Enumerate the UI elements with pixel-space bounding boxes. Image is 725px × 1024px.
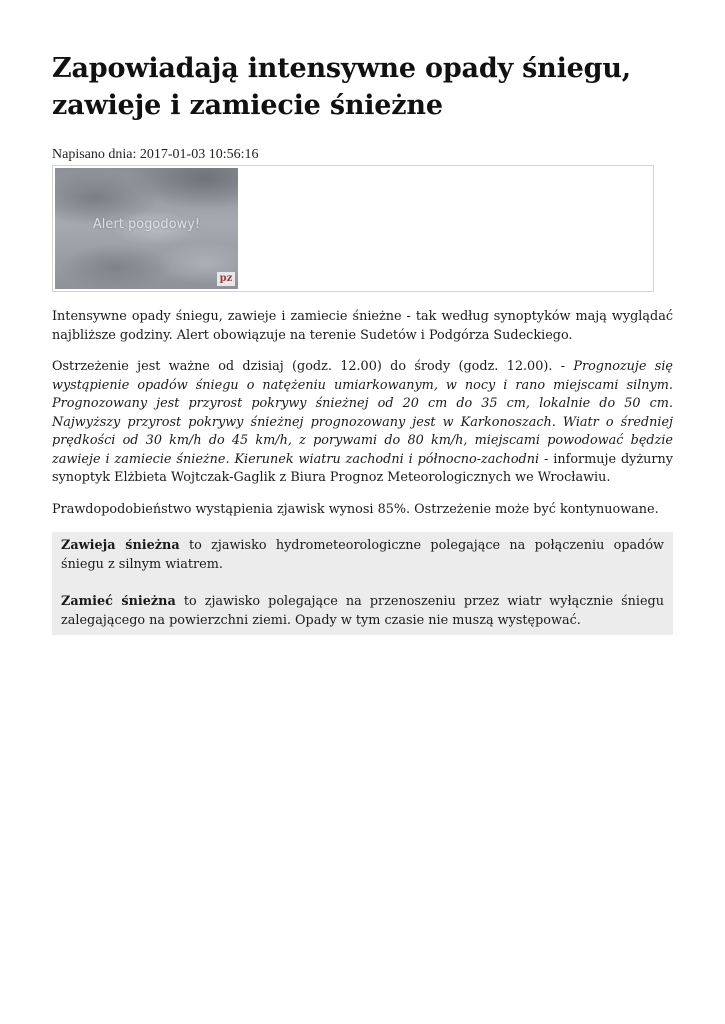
definitions-box xyxy=(52,532,673,635)
term-zamiec: Zamieć śnieżna xyxy=(61,594,176,609)
article-title xyxy=(52,50,673,124)
definition-zawieja xyxy=(61,537,664,574)
paragraph-2-intro: Ostrzeżenie jest ważne od dzisiaj (godz. 12.00) do środy (godz. 12.00). - xyxy=(52,359,574,374)
image-caption: Alert pogodowy! xyxy=(92,217,201,232)
pz-logo: pz xyxy=(217,272,235,286)
publish-date xyxy=(52,147,673,163)
paragraph-2-attribution: - informuje dyżurny synoptyk Elżbieta Wojtczak-Gaglik z Biura Prognoz Meteorologicznych we Wrocławiu. xyxy=(52,451,673,485)
definition-zawieja-text: to zjawisko hydrometeorologiczne polegające na połączeniu opadów śniegu z silnym wiatrem. xyxy=(61,538,664,572)
article xyxy=(52,50,673,635)
term-zawieja: Zawieja śnieżna xyxy=(61,538,180,553)
article-paragraph-2 xyxy=(52,358,673,488)
article-title-line1: Zapowiadają intensywne opady śniegu, xyxy=(52,53,631,84)
definition-zamiec-text: to zjawisko polegające na przenoszeniu przez wiatr wyłącznie śniegu zalegającego na powierzchni ziemi. Opady w tym czasie nie muszą występować. xyxy=(61,594,664,628)
publish-date-value: 2017-01-03 10:56:16 xyxy=(139,147,259,162)
forecast-quote: Prognozuje się wystąpienie opadów śniegu o natężeniu umiarkowanym, w nocy i rano miejscami silnym. Prognozowany jest przyrost pokrywy śnieżnej od 20 cm do 35 cm, lokalnie do 50 cm. Najwyższy przyrost pokrywy śnieżnej prognozowany jest w Karkonoszach. Wiatr o średniej prędkości od 30 km/h do 45 km/h, z porywami do 80 km/h, miejscami powodować będzie zawieje i zamiecie śnieżne. Kierunek wiatru zachodni i północno-zachodni xyxy=(52,359,674,467)
definition-zamiec xyxy=(61,593,664,630)
article-paragraph-1: Intensywne opady śniegu, zawieje i zamiecie śnieżne - tak według synoptyków mają wyglądać najbliższe godziny. Alert obowiązuje na terenie Sudetów i Podgórza Sudeckiego. xyxy=(52,309,673,343)
article-paragraph-3: Prawdopodobieństwo wystąpienia zjawisk wynosi 85%. Ostrzeżenie może być kontynuowane. xyxy=(52,501,659,517)
article-title-line2: zawieje i zamiecie śnieżne xyxy=(52,90,443,121)
article-image-frame xyxy=(52,165,654,292)
publish-date-label: Napisano dnia: xyxy=(52,147,137,162)
weather-alert-image xyxy=(55,168,238,289)
